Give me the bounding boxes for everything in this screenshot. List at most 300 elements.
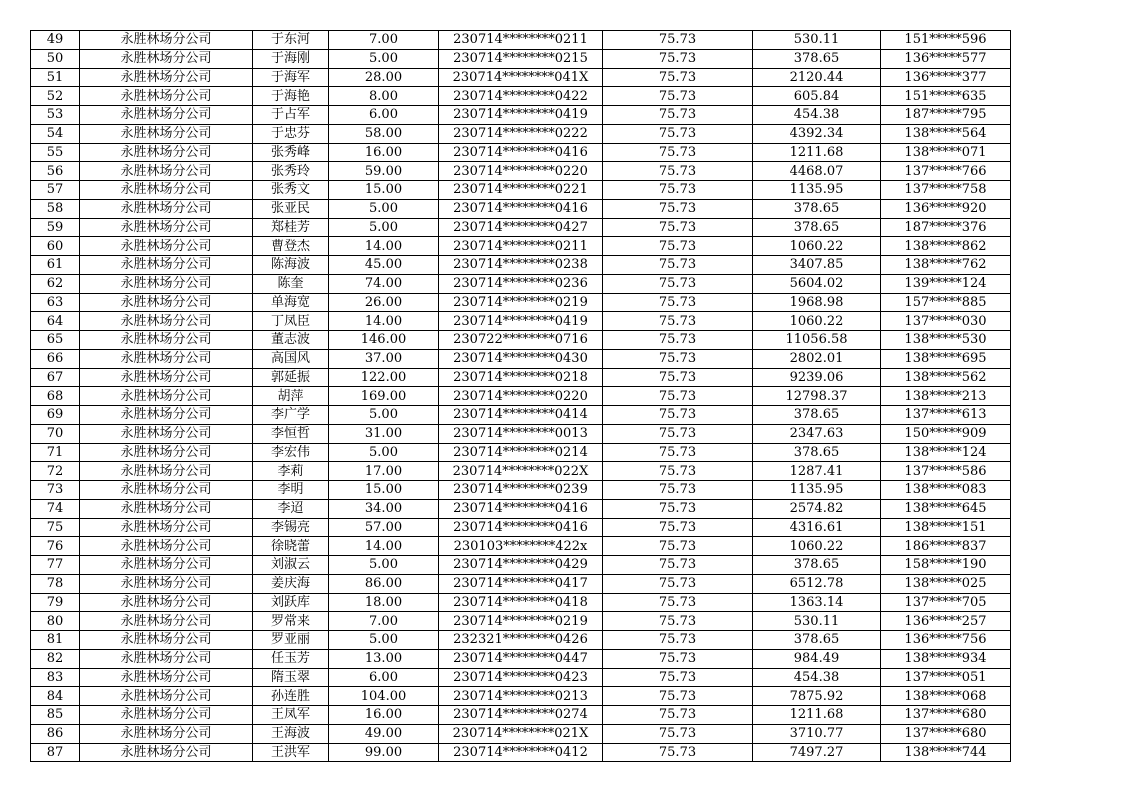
name-cell: 张亚民 — [253, 199, 329, 218]
phone-cell: 138*****564 — [881, 124, 1011, 143]
area-cell: 26.00 — [329, 293, 439, 312]
row-number: 56 — [31, 162, 80, 181]
company-cell: 永胜林场分公司 — [80, 649, 253, 668]
phone-cell: 138*****934 — [881, 649, 1011, 668]
area-cell: 14.00 — [329, 537, 439, 556]
area-cell: 18.00 — [329, 593, 439, 612]
row-number: 52 — [31, 87, 80, 106]
phone-cell: 151*****635 — [881, 87, 1011, 106]
name-cell: 单海宽 — [253, 293, 329, 312]
amount-cell: 2802.01 — [753, 349, 881, 368]
area-cell: 7.00 — [329, 31, 439, 50]
id-number-cell: 230714********0430 — [439, 349, 603, 368]
amount-cell: 1968.98 — [753, 293, 881, 312]
id-number-cell: 230714********021X — [439, 724, 603, 743]
id-number-cell: 230714********0236 — [439, 274, 603, 293]
row-number: 69 — [31, 406, 80, 425]
id-number-cell: 230714********0013 — [439, 424, 603, 443]
company-cell: 永胜林场分公司 — [80, 593, 253, 612]
table-row — [31, 87, 1011, 106]
amount-cell: 378.65 — [753, 406, 881, 425]
phone-cell: 186*****837 — [881, 537, 1011, 556]
company-cell: 永胜林场分公司 — [80, 462, 253, 481]
area-cell: 122.00 — [329, 368, 439, 387]
amount-cell: 378.65 — [753, 218, 881, 237]
rate-cell: 75.73 — [603, 649, 753, 668]
id-number-cell: 230714********0211 — [439, 237, 603, 256]
amount-cell: 5604.02 — [753, 274, 881, 293]
name-cell: 高国风 — [253, 349, 329, 368]
name-cell: 王凤军 — [253, 706, 329, 725]
name-cell: 于忠芬 — [253, 124, 329, 143]
id-number-cell: 230714********0417 — [439, 574, 603, 593]
rate-cell: 75.73 — [603, 687, 753, 706]
name-cell: 李恒哲 — [253, 424, 329, 443]
row-number: 61 — [31, 256, 80, 275]
amount-cell: 11056.58 — [753, 331, 881, 350]
name-cell: 李莉 — [253, 462, 329, 481]
company-cell: 永胜林场分公司 — [80, 312, 253, 331]
phone-cell: 138*****645 — [881, 499, 1011, 518]
rate-cell: 75.73 — [603, 181, 753, 200]
rate-cell: 75.73 — [603, 743, 753, 762]
table-row — [31, 481, 1011, 500]
area-cell: 6.00 — [329, 106, 439, 125]
row-number: 58 — [31, 199, 80, 218]
id-number-cell: 230714********0274 — [439, 706, 603, 725]
row-number: 60 — [31, 237, 80, 256]
amount-cell: 1363.14 — [753, 593, 881, 612]
phone-cell: 138*****762 — [881, 256, 1011, 275]
row-number: 59 — [31, 218, 80, 237]
phone-cell: 138*****213 — [881, 387, 1011, 406]
name-cell: 郑桂芳 — [253, 218, 329, 237]
table-row — [31, 724, 1011, 743]
row-number: 65 — [31, 331, 80, 350]
company-cell: 永胜林场分公司 — [80, 687, 253, 706]
table-row — [31, 556, 1011, 575]
rate-cell: 75.73 — [603, 87, 753, 106]
area-cell: 5.00 — [329, 631, 439, 650]
phone-cell: 137*****051 — [881, 668, 1011, 687]
name-cell: 郭延振 — [253, 368, 329, 387]
name-cell: 陈海波 — [253, 256, 329, 275]
area-cell: 13.00 — [329, 649, 439, 668]
id-number-cell: 230714********0419 — [439, 106, 603, 125]
row-number: 87 — [31, 743, 80, 762]
name-cell: 刘跃库 — [253, 593, 329, 612]
area-cell: 5.00 — [329, 556, 439, 575]
company-cell: 永胜林场分公司 — [80, 743, 253, 762]
area-cell: 5.00 — [329, 199, 439, 218]
phone-cell: 136*****377 — [881, 68, 1011, 87]
company-cell: 永胜林场分公司 — [80, 199, 253, 218]
row-number: 51 — [31, 68, 80, 87]
rate-cell: 75.73 — [603, 293, 753, 312]
table-row — [31, 743, 1011, 762]
row-number: 86 — [31, 724, 80, 743]
row-number: 49 — [31, 31, 80, 50]
id-number-cell: 230714********0219 — [439, 612, 603, 631]
phone-cell: 137*****030 — [881, 312, 1011, 331]
rate-cell: 75.73 — [603, 537, 753, 556]
row-number: 81 — [31, 631, 80, 650]
amount-cell: 7497.27 — [753, 743, 881, 762]
id-number-cell: 230714********0238 — [439, 256, 603, 275]
phone-cell: 136*****257 — [881, 612, 1011, 631]
rate-cell: 75.73 — [603, 481, 753, 500]
company-cell: 永胜林场分公司 — [80, 406, 253, 425]
row-number: 67 — [31, 368, 80, 387]
table-row — [31, 612, 1011, 631]
name-cell: 丁凤臣 — [253, 312, 329, 331]
id-number-cell: 230722********0716 — [439, 331, 603, 350]
id-number-cell: 230714********0419 — [439, 312, 603, 331]
phone-cell: 136*****920 — [881, 199, 1011, 218]
amount-cell: 2120.44 — [753, 68, 881, 87]
rate-cell: 75.73 — [603, 668, 753, 687]
rate-cell: 75.73 — [603, 256, 753, 275]
id-number-cell: 230714********0447 — [439, 649, 603, 668]
id-number-cell: 230714********0222 — [439, 124, 603, 143]
area-cell: 15.00 — [329, 481, 439, 500]
row-number: 79 — [31, 593, 80, 612]
company-cell: 永胜林场分公司 — [80, 181, 253, 200]
name-cell: 姜庆海 — [253, 574, 329, 593]
phone-cell: 138*****695 — [881, 349, 1011, 368]
company-cell: 永胜林场分公司 — [80, 31, 253, 50]
table-row — [31, 668, 1011, 687]
table-row — [31, 649, 1011, 668]
phone-cell: 157*****885 — [881, 293, 1011, 312]
name-cell: 隋玉翠 — [253, 668, 329, 687]
company-cell: 永胜林场分公司 — [80, 49, 253, 68]
phone-cell: 138*****083 — [881, 481, 1011, 500]
table-row — [31, 293, 1011, 312]
amount-cell: 4316.61 — [753, 518, 881, 537]
area-cell: 14.00 — [329, 237, 439, 256]
area-cell: 37.00 — [329, 349, 439, 368]
name-cell: 张秀文 — [253, 181, 329, 200]
id-number-cell: 230714********022X — [439, 462, 603, 481]
row-number: 85 — [31, 706, 80, 725]
company-cell: 永胜林场分公司 — [80, 724, 253, 743]
id-number-cell: 230714********0213 — [439, 687, 603, 706]
name-cell: 董志波 — [253, 331, 329, 350]
row-number: 50 — [31, 49, 80, 68]
phone-cell: 137*****766 — [881, 162, 1011, 181]
amount-cell: 1060.22 — [753, 312, 881, 331]
area-cell: 74.00 — [329, 274, 439, 293]
phone-cell: 138*****025 — [881, 574, 1011, 593]
row-number: 57 — [31, 181, 80, 200]
company-cell: 永胜林场分公司 — [80, 706, 253, 725]
id-number-cell: 230714********0416 — [439, 143, 603, 162]
row-number: 77 — [31, 556, 80, 575]
company-cell: 永胜林场分公司 — [80, 68, 253, 87]
table-row — [31, 68, 1011, 87]
company-cell: 永胜林场分公司 — [80, 518, 253, 537]
id-number-cell: 230714********0422 — [439, 87, 603, 106]
area-cell: 28.00 — [329, 68, 439, 87]
rate-cell: 75.73 — [603, 631, 753, 650]
table-row — [31, 106, 1011, 125]
row-number: 78 — [31, 574, 80, 593]
id-number-cell: 230714********0239 — [439, 481, 603, 500]
area-cell: 57.00 — [329, 518, 439, 537]
amount-cell: 3710.77 — [753, 724, 881, 743]
rate-cell: 75.73 — [603, 199, 753, 218]
name-cell: 刘淑云 — [253, 556, 329, 575]
rate-cell: 75.73 — [603, 274, 753, 293]
phone-cell: 138*****071 — [881, 143, 1011, 162]
id-number-cell: 230714********0418 — [439, 593, 603, 612]
area-cell: 5.00 — [329, 218, 439, 237]
table-row — [31, 499, 1011, 518]
table-row — [31, 124, 1011, 143]
company-cell: 永胜林场分公司 — [80, 424, 253, 443]
rate-cell: 75.73 — [603, 556, 753, 575]
company-cell: 永胜林场分公司 — [80, 631, 253, 650]
area-cell: 104.00 — [329, 687, 439, 706]
rate-cell: 75.73 — [603, 162, 753, 181]
phone-cell: 138*****530 — [881, 331, 1011, 350]
amount-cell: 1060.22 — [753, 237, 881, 256]
company-cell: 永胜林场分公司 — [80, 537, 253, 556]
amount-cell: 3407.85 — [753, 256, 881, 275]
company-cell: 永胜林场分公司 — [80, 481, 253, 500]
id-number-cell: 230714********0423 — [439, 668, 603, 687]
amount-cell: 2574.82 — [753, 499, 881, 518]
table-row — [31, 574, 1011, 593]
phone-cell: 138*****124 — [881, 443, 1011, 462]
amount-cell: 454.38 — [753, 106, 881, 125]
phone-cell: 137*****680 — [881, 706, 1011, 725]
id-number-cell: 230714********0427 — [439, 218, 603, 237]
row-number: 83 — [31, 668, 80, 687]
rate-cell: 75.73 — [603, 237, 753, 256]
row-number: 55 — [31, 143, 80, 162]
phone-cell: 187*****795 — [881, 106, 1011, 125]
table-row — [31, 424, 1011, 443]
area-cell: 45.00 — [329, 256, 439, 275]
table-row — [31, 181, 1011, 200]
rate-cell: 75.73 — [603, 312, 753, 331]
phone-cell: 158*****190 — [881, 556, 1011, 575]
row-number: 80 — [31, 612, 80, 631]
row-number: 66 — [31, 349, 80, 368]
table-row — [31, 387, 1011, 406]
table-row — [31, 143, 1011, 162]
amount-cell: 378.65 — [753, 443, 881, 462]
company-cell: 永胜林场分公司 — [80, 331, 253, 350]
name-cell: 于海刚 — [253, 49, 329, 68]
table-row — [31, 331, 1011, 350]
rate-cell: 75.73 — [603, 724, 753, 743]
amount-cell: 378.65 — [753, 556, 881, 575]
phone-cell: 138*****562 — [881, 368, 1011, 387]
name-cell: 胡萍 — [253, 387, 329, 406]
name-cell: 于海军 — [253, 68, 329, 87]
phone-cell: 139*****124 — [881, 274, 1011, 293]
rate-cell: 75.73 — [603, 406, 753, 425]
row-number: 72 — [31, 462, 80, 481]
area-cell: 14.00 — [329, 312, 439, 331]
phone-cell: 137*****758 — [881, 181, 1011, 200]
area-cell: 15.00 — [329, 181, 439, 200]
name-cell: 于东河 — [253, 31, 329, 50]
amount-cell: 6512.78 — [753, 574, 881, 593]
amount-cell: 1211.68 — [753, 706, 881, 725]
row-number: 68 — [31, 387, 80, 406]
name-cell: 于海艳 — [253, 87, 329, 106]
amount-cell: 1060.22 — [753, 537, 881, 556]
phone-cell: 137*****586 — [881, 462, 1011, 481]
table-row — [31, 462, 1011, 481]
row-number: 70 — [31, 424, 80, 443]
company-cell: 永胜林场分公司 — [80, 387, 253, 406]
table-row — [31, 443, 1011, 462]
phone-cell: 136*****577 — [881, 49, 1011, 68]
name-cell: 于占军 — [253, 106, 329, 125]
table-row — [31, 49, 1011, 68]
table-row — [31, 406, 1011, 425]
rate-cell: 75.73 — [603, 612, 753, 631]
amount-cell: 530.11 — [753, 612, 881, 631]
phone-cell: 138*****862 — [881, 237, 1011, 256]
rate-cell: 75.73 — [603, 593, 753, 612]
phone-cell: 137*****705 — [881, 593, 1011, 612]
table-row — [31, 274, 1011, 293]
row-number: 64 — [31, 312, 80, 331]
amount-cell: 530.11 — [753, 31, 881, 50]
rate-cell: 75.73 — [603, 331, 753, 350]
rate-cell: 75.73 — [603, 387, 753, 406]
table-row — [31, 312, 1011, 331]
row-number: 63 — [31, 293, 80, 312]
name-cell: 徐晓蕾 — [253, 537, 329, 556]
table-row — [31, 631, 1011, 650]
name-cell: 任玉芳 — [253, 649, 329, 668]
name-cell: 李迢 — [253, 499, 329, 518]
area-cell: 5.00 — [329, 406, 439, 425]
table-row — [31, 162, 1011, 181]
area-cell: 146.00 — [329, 331, 439, 350]
name-cell: 罗亚丽 — [253, 631, 329, 650]
area-cell: 86.00 — [329, 574, 439, 593]
rate-cell: 75.73 — [603, 443, 753, 462]
rate-cell: 75.73 — [603, 349, 753, 368]
company-cell: 永胜林场分公司 — [80, 668, 253, 687]
rate-cell: 75.73 — [603, 49, 753, 68]
company-cell: 永胜林场分公司 — [80, 349, 253, 368]
rate-cell: 75.73 — [603, 124, 753, 143]
name-cell: 孙连胜 — [253, 687, 329, 706]
company-cell: 永胜林场分公司 — [80, 256, 253, 275]
amount-cell: 4468.07 — [753, 162, 881, 181]
area-cell: 17.00 — [329, 462, 439, 481]
company-cell: 永胜林场分公司 — [80, 106, 253, 125]
id-number-cell: 230714********0221 — [439, 181, 603, 200]
company-cell: 永胜林场分公司 — [80, 143, 253, 162]
rate-cell: 75.73 — [603, 68, 753, 87]
id-number-cell: 230714********0414 — [439, 406, 603, 425]
rate-cell: 75.73 — [603, 518, 753, 537]
name-cell: 罗常来 — [253, 612, 329, 631]
id-number-cell: 230714********0416 — [439, 518, 603, 537]
company-cell: 永胜林场分公司 — [80, 612, 253, 631]
row-number: 71 — [31, 443, 80, 462]
area-cell: 16.00 — [329, 706, 439, 725]
id-number-cell: 230714********0429 — [439, 556, 603, 575]
table-row — [31, 31, 1011, 50]
id-number-cell: 230714********0220 — [439, 162, 603, 181]
amount-cell: 4392.34 — [753, 124, 881, 143]
company-cell: 永胜林场分公司 — [80, 499, 253, 518]
area-cell: 31.00 — [329, 424, 439, 443]
rate-cell: 75.73 — [603, 574, 753, 593]
row-number: 62 — [31, 274, 80, 293]
id-number-cell: 230714********041X — [439, 68, 603, 87]
id-number-cell: 230714********0215 — [439, 49, 603, 68]
amount-cell: 378.65 — [753, 49, 881, 68]
phone-cell: 187*****376 — [881, 218, 1011, 237]
table-row — [31, 349, 1011, 368]
rate-cell: 75.73 — [603, 106, 753, 125]
area-cell: 99.00 — [329, 743, 439, 762]
id-number-cell: 230714********0412 — [439, 743, 603, 762]
rate-cell: 75.73 — [603, 499, 753, 518]
row-number: 84 — [31, 687, 80, 706]
table-row — [31, 199, 1011, 218]
table-row — [31, 593, 1011, 612]
amount-cell: 7875.92 — [753, 687, 881, 706]
name-cell: 李明 — [253, 481, 329, 500]
name-cell: 曹登杰 — [253, 237, 329, 256]
name-cell: 李锡亮 — [253, 518, 329, 537]
area-cell: 5.00 — [329, 49, 439, 68]
area-cell: 49.00 — [329, 724, 439, 743]
table-row — [31, 518, 1011, 537]
row-number: 74 — [31, 499, 80, 518]
table-row — [31, 237, 1011, 256]
phone-cell: 138*****151 — [881, 518, 1011, 537]
amount-cell: 1287.41 — [753, 462, 881, 481]
amount-cell: 1135.95 — [753, 481, 881, 500]
name-cell: 陈奎 — [253, 274, 329, 293]
id-number-cell: 230714********0416 — [439, 499, 603, 518]
rate-cell: 75.73 — [603, 218, 753, 237]
company-cell: 永胜林场分公司 — [80, 293, 253, 312]
amount-cell: 12798.37 — [753, 387, 881, 406]
row-number: 53 — [31, 106, 80, 125]
amount-cell: 378.65 — [753, 199, 881, 218]
table-row — [31, 256, 1011, 275]
company-cell: 永胜林场分公司 — [80, 556, 253, 575]
company-cell: 永胜林场分公司 — [80, 368, 253, 387]
amount-cell: 1211.68 — [753, 143, 881, 162]
phone-cell: 151*****596 — [881, 31, 1011, 50]
id-number-cell: 230714********0416 — [439, 199, 603, 218]
area-cell: 16.00 — [329, 143, 439, 162]
id-number-cell: 230714********0211 — [439, 31, 603, 50]
table-row — [31, 687, 1011, 706]
row-number: 54 — [31, 124, 80, 143]
area-cell: 5.00 — [329, 443, 439, 462]
phone-cell: 138*****068 — [881, 687, 1011, 706]
name-cell: 王海波 — [253, 724, 329, 743]
area-cell: 34.00 — [329, 499, 439, 518]
